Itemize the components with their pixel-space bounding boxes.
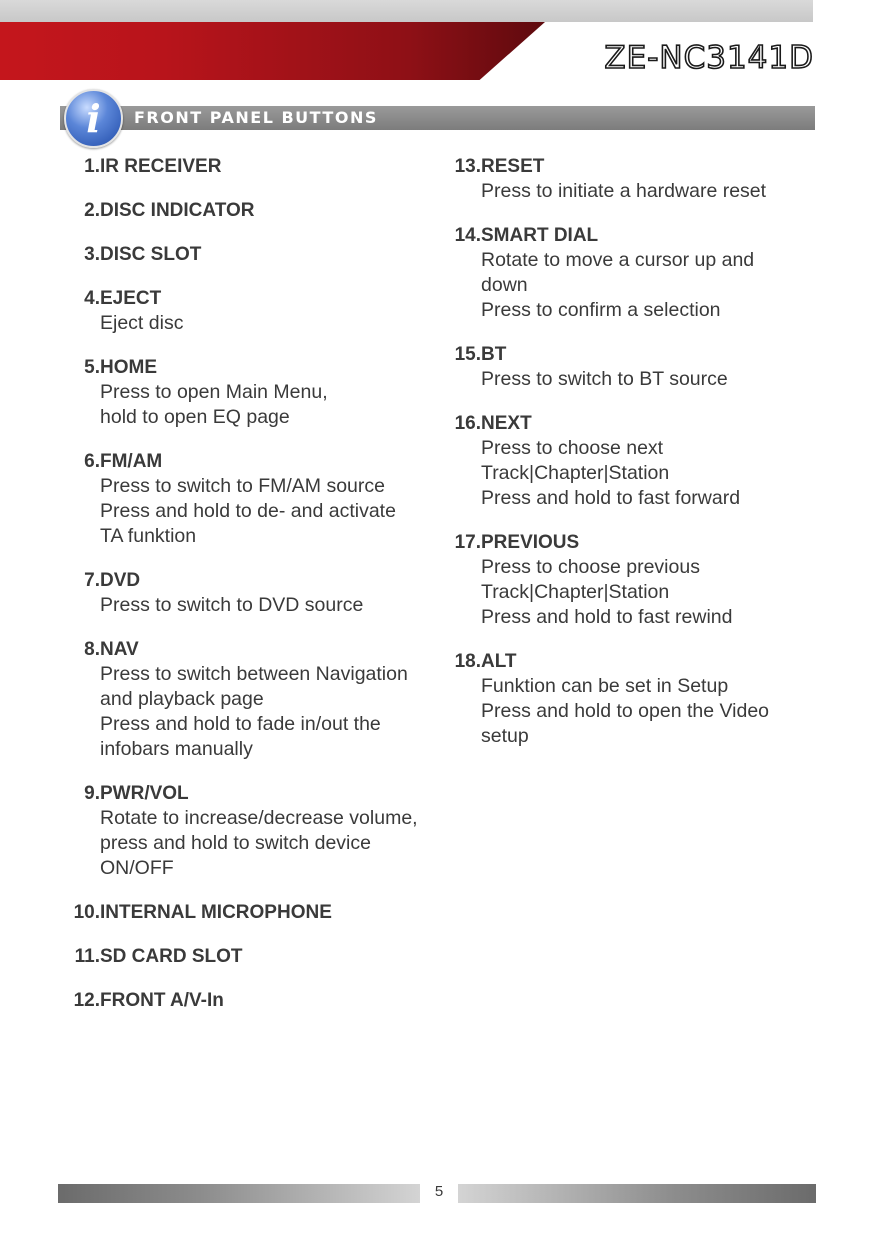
list-item (50, 355, 450, 430)
item-label: IR RECEIVER (100, 156, 222, 177)
item-label: DISC SLOT (100, 244, 202, 265)
item-number (50, 637, 100, 762)
item-number-text: 4. (84, 288, 100, 309)
list-item (431, 223, 821, 323)
item-description-line: hold to open EQ page (100, 406, 290, 428)
item-label: DISC INDICATOR (100, 200, 255, 221)
item-description-line: press and hold to switch device (100, 832, 371, 854)
item-number (50, 242, 100, 267)
item-label: BT (481, 344, 507, 365)
item-description-line: Track|Chapter|Station (481, 462, 670, 484)
item-description-line: Press to initiate a hardware reset (481, 180, 767, 202)
item-number (50, 900, 100, 925)
item-description-line: Press to switch to FM/AM source (100, 475, 385, 497)
item-number-text: 15. (454, 344, 481, 365)
item-number (50, 154, 100, 179)
item-number (431, 530, 481, 630)
item-label: ALT (481, 651, 517, 672)
item-body (481, 649, 769, 749)
list-item (431, 530, 821, 630)
item-number-text: 18. (454, 651, 481, 672)
item-number-text: 1. (84, 156, 100, 177)
item-number (50, 988, 100, 1013)
item-description-line: Track|Chapter|Station (481, 581, 670, 603)
item-body (100, 286, 183, 336)
item-description-line: Funktion can be set in Setup (481, 675, 729, 697)
item-body (100, 242, 201, 267)
list-item (50, 242, 450, 267)
top-gray-band (0, 0, 813, 22)
item-number-text: 12. (73, 990, 100, 1011)
item-number (50, 449, 100, 549)
item-number-text: 7. (84, 570, 100, 591)
item-description-line: Eject disc (100, 312, 184, 334)
item-description-line: Press to switch to DVD source (100, 594, 364, 616)
item-label: SMART DIAL (481, 225, 599, 246)
item-description-line: Press to open Main Menu, (100, 381, 328, 403)
item-body (481, 530, 732, 630)
item-body (100, 568, 363, 618)
item-label: DVD (100, 570, 141, 591)
item-description-line: setup (481, 725, 529, 747)
item-description-line: Rotate to move a cursor up and (481, 249, 755, 271)
item-number (431, 154, 481, 204)
page-number: 5 (434, 1183, 444, 1200)
item-body (100, 944, 243, 969)
item-body (481, 411, 740, 511)
item-number (50, 286, 100, 336)
footer-bar-right (458, 1184, 816, 1203)
item-body (100, 781, 418, 881)
item-number-text: 9. (84, 783, 100, 804)
item-label: INTERNAL MICROPHONE (100, 902, 332, 923)
item-number (50, 355, 100, 430)
item-description-line: ON/OFF (100, 857, 174, 879)
item-description-line: Press to confirm a selection (481, 299, 721, 321)
item-description-line: Press and hold to fast forward (481, 487, 741, 509)
item-number (50, 944, 100, 969)
item-number-text: 13. (454, 156, 481, 177)
list-item (50, 198, 450, 223)
item-body (100, 355, 328, 430)
item-label: FM/AM (100, 451, 163, 472)
item-number (50, 198, 100, 223)
item-body (481, 154, 766, 204)
item-description-line: Press and hold to de- and activate (100, 500, 396, 522)
item-number (50, 781, 100, 881)
item-number (431, 649, 481, 749)
item-number (431, 223, 481, 323)
item-body (100, 900, 332, 925)
item-description-line: Press and hold to fade in/out the (100, 713, 381, 735)
item-description-line: TA funktion (100, 525, 197, 547)
item-body (100, 988, 224, 1013)
list-item (50, 449, 450, 549)
item-label: PREVIOUS (481, 532, 580, 553)
item-number-text: 6. (84, 451, 100, 472)
item-description-line: Press and hold to open the Video (481, 700, 770, 722)
red-header-band (0, 22, 545, 80)
item-description-line: Press to switch to BT source (481, 368, 728, 390)
list-item (50, 988, 450, 1013)
info-icon (64, 89, 123, 148)
item-number-text: 11. (74, 946, 100, 967)
item-description-line: and playback page (100, 688, 264, 710)
item-number-text: 17. (454, 532, 481, 553)
item-number-text: 5. (84, 357, 100, 378)
list-item (431, 649, 821, 749)
item-label: SD CARD SLOT (100, 946, 243, 967)
list-item (431, 342, 821, 392)
item-body (481, 342, 728, 392)
item-body (100, 637, 408, 762)
item-description-line: Press and hold to fast rewind (481, 606, 733, 628)
item-label: EJECT (100, 288, 162, 309)
left-column (50, 154, 450, 1032)
right-column (431, 154, 821, 768)
item-number (50, 568, 100, 618)
item-number-text: 10. (73, 902, 100, 923)
list-item (50, 781, 450, 881)
list-item (50, 944, 450, 969)
list-item (50, 154, 450, 179)
list-item (50, 637, 450, 762)
item-body (481, 223, 754, 323)
item-number (431, 411, 481, 511)
item-number-text: 8. (84, 639, 100, 660)
list-item (431, 154, 821, 204)
item-label: PWR/VOL (100, 783, 189, 804)
item-description-line: Press to choose next (481, 437, 664, 459)
item-number-text: 3. (84, 244, 100, 265)
item-body (100, 198, 254, 223)
item-label: HOME (100, 357, 157, 378)
item-body (100, 154, 221, 179)
info-icon-glyph: i (86, 95, 101, 141)
item-description-line: Press to switch between Navigation (100, 663, 408, 685)
list-item (50, 286, 450, 336)
item-description-line: Rotate to increase/decrease volume, (100, 807, 418, 829)
section-title: FRONT PANEL BUTTONS (134, 108, 378, 127)
list-item (431, 411, 821, 511)
item-number-text: 14. (454, 225, 481, 246)
item-body (100, 449, 396, 549)
item-label: NEXT (481, 413, 532, 434)
item-number-text: 2. (84, 200, 100, 221)
item-description-line: infobars manually (100, 738, 253, 760)
item-number (431, 342, 481, 392)
item-label: FRONT A/V-In (100, 990, 224, 1011)
list-item (50, 568, 450, 618)
model-title: ZE-NC3141D (604, 40, 814, 76)
item-label: RESET (481, 156, 545, 177)
list-item (50, 900, 450, 925)
footer-bar-left (58, 1184, 420, 1203)
item-label: NAV (100, 639, 139, 660)
item-description-line: down (481, 274, 528, 296)
item-number-text: 16. (454, 413, 481, 434)
item-description-line: Press to choose previous (481, 556, 700, 578)
